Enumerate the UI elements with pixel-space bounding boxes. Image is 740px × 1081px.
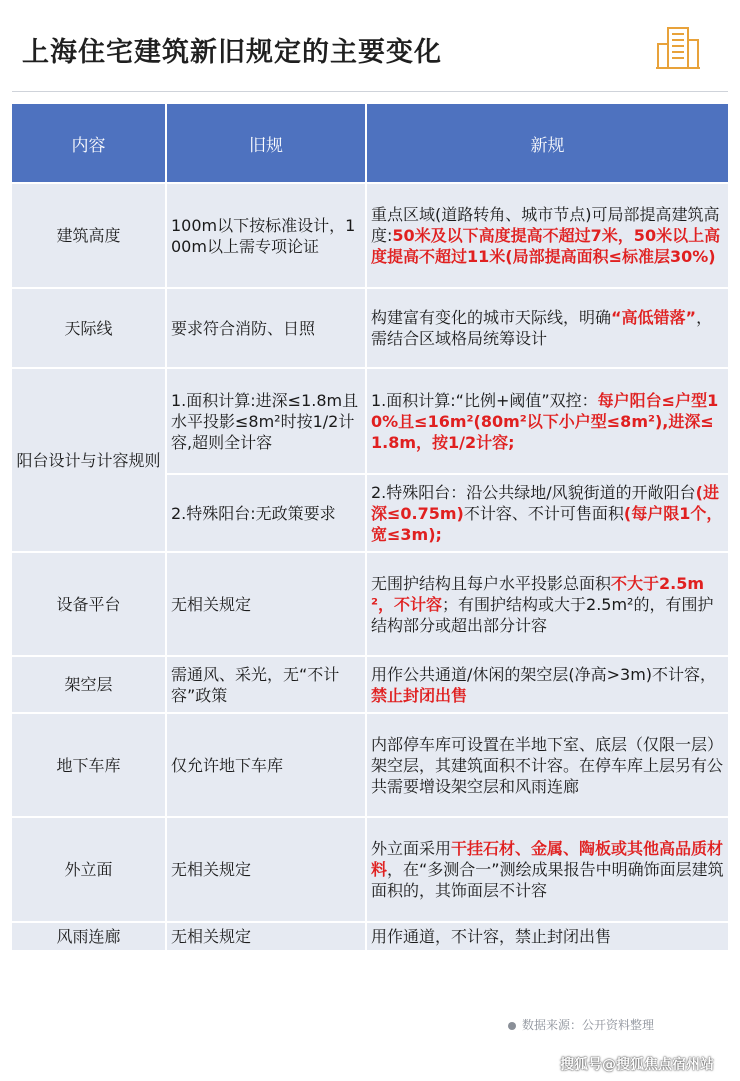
new-text: ，在“多测合一”测绘成果报告中明确饰面层建筑面积的，其饰面层不计容	[371, 860, 724, 900]
row-item: 建筑高度	[12, 183, 166, 288]
table-row	[12, 552, 728, 656]
new-text: 构建富有变化的城市天际线，明确	[371, 308, 612, 327]
row-old: 无相关规定	[166, 922, 366, 950]
table-row	[12, 288, 728, 368]
new-text: 外立面采用	[371, 839, 452, 858]
page-title: 上海住宅建筑新旧规定的主要变化	[22, 37, 442, 68]
row-new	[366, 817, 728, 922]
new-text: 用作公共通道/休闲的架空层(净高>3m)不计容，	[371, 664, 717, 684]
row-new	[366, 474, 728, 552]
header-new: 新规	[366, 104, 728, 183]
source-note-text: 数据来源：公开资料整理	[522, 1018, 655, 1032]
table-row	[12, 817, 728, 922]
bullet-icon	[508, 1022, 516, 1030]
row-new	[366, 713, 728, 817]
new-highlight: (进深≤0.75m)	[371, 482, 719, 523]
new-highlight: “高低错落”	[611, 308, 697, 327]
row-old: 要求符合消防、日照	[166, 288, 366, 368]
row-item: 风雨连廊	[12, 922, 166, 950]
row-item: 外立面	[12, 817, 166, 922]
new-text: 重点区域(道路转角、城市节点)可局部提高建筑高度:	[371, 205, 720, 245]
new-text: 2.特殊阳台：沿公共绿地/风貌街道的开敞阳台	[371, 482, 696, 502]
source-note	[508, 1016, 654, 1033]
row-item: 地下车库	[12, 713, 166, 817]
new-highlight: 干挂石材、金属、陶板或其他高品质材料	[371, 839, 724, 879]
row-old: 无相关规定	[166, 817, 366, 922]
table-header-row	[12, 104, 728, 183]
new-text: 无围护结构且每户水平投影总面积	[371, 573, 612, 593]
row-new	[366, 922, 728, 950]
row-item: 阳台设计与计容规则	[12, 368, 166, 552]
row-new	[366, 552, 728, 656]
watermark: 搜狐号@搜狐焦点宿州站	[560, 1057, 714, 1073]
row-new	[366, 183, 728, 288]
title-divider	[12, 91, 728, 92]
rules-table	[12, 104, 728, 950]
row-item: 设备平台	[12, 552, 166, 656]
new-highlight: 不大于2.5m²，不计容	[371, 573, 705, 614]
building-icon	[654, 22, 702, 72]
row-old: 无相关规定	[166, 552, 366, 656]
new-highlight: 禁止封闭出售	[371, 685, 468, 705]
new-highlight: 每户阳台≤户型10%且≤16m²(80m²以下小户型≤8m²),进深≤1.8m，按1/2计容;	[371, 390, 719, 452]
row-item: 天际线	[12, 288, 166, 368]
table-row	[12, 713, 728, 817]
table-row	[12, 183, 728, 288]
row-old: 2.特殊阳台:无政策要求	[166, 474, 366, 552]
row-item: 架空层	[12, 656, 166, 713]
row-new	[366, 368, 728, 474]
header-old: 旧规	[166, 104, 366, 183]
header-item: 内容	[12, 104, 166, 183]
row-old: 需通风、采光，无“不计容”政策	[166, 656, 366, 713]
new-text: 用作通道，不计容，禁止封闭出售	[371, 927, 612, 946]
table-row	[12, 368, 728, 474]
new-text: 内部停车库可设置在半地下室、底层（仅限一层）架空层，其建筑面积不计容。在停车库上层另有公共需要增设架空层和风雨连廊	[371, 734, 724, 796]
new-text: ；有围护结构或大于2.5m²的，有围护结构部分或超出部分计容	[371, 594, 714, 635]
row-new	[366, 656, 728, 713]
row-old: 仅允许地下车库	[166, 713, 366, 817]
table-row	[12, 922, 728, 950]
new-highlight: 50米及以下高度提高不超过7米，50米以上高度提高不超过11米(局部提高面积≤标准层30%)	[371, 226, 721, 266]
table-row	[12, 656, 728, 713]
row-old: 1.面积计算:进深≤1.8m且水平投影≤8m²时按1/2计容,超则全计容	[166, 368, 366, 474]
new-text: 不计容、不计可售面积	[463, 503, 624, 523]
new-text: ，需结合区域格局统筹设计	[371, 308, 713, 348]
row-old: 100m以下按标准设计，100m以上需专项论证	[166, 183, 366, 288]
row-new	[366, 288, 728, 368]
new-highlight: (每户限1个，宽≤3m);	[371, 503, 723, 544]
new-text: 1.面积计算:“比例+阈值”双控：	[371, 390, 598, 410]
